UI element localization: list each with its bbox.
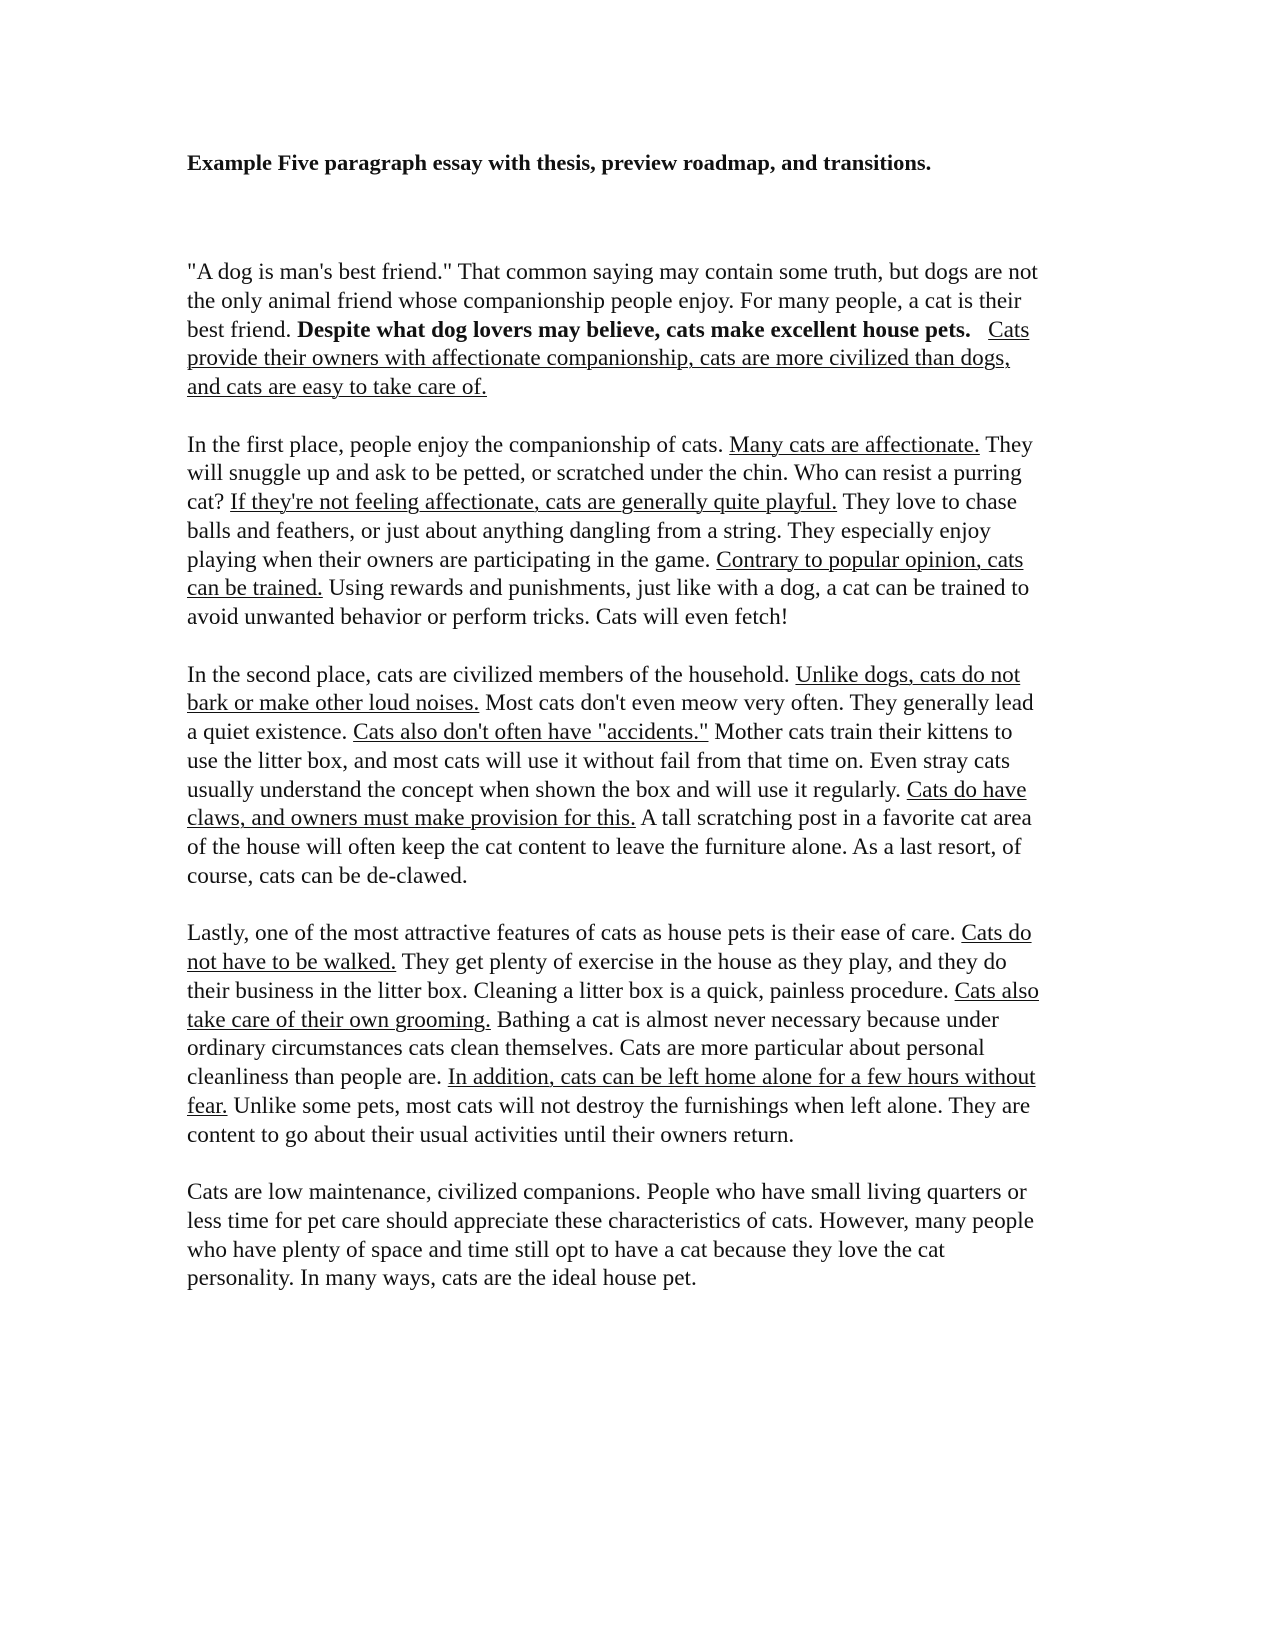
text-run: They get plenty of exercise in the house as they play, and they do their business in the litter box. Cleaning a litter box is a quick, painless procedure. bbox=[187, 949, 1007, 1004]
intro-paragraph bbox=[187, 258, 1047, 402]
supporting-point: Unlike dogs, cats do not bark or make other loud noises. bbox=[187, 661, 1021, 717]
text-run: Most cats don't even meow very often. They generally lead a quiet existence. bbox=[187, 690, 1034, 745]
supporting-point: In addition, cats can be left home alone for a few hours without fear. bbox=[187, 1064, 1036, 1119]
supporting-point: Cats also don't often have "accidents." bbox=[353, 719, 709, 745]
preview-roadmap: Cats provide their owners with affectionate companionship, cats are more civilized than dogs, and cats are easy to take care of. bbox=[187, 316, 1030, 400]
supporting-point: Contrary to popular opinion, cats can be trained. bbox=[187, 546, 1024, 602]
thesis-statement: Despite what dog lovers may believe, cats make excellent house pets. bbox=[297, 316, 971, 343]
text-run: Bathing a cat is almost never necessary because under ordinary circumstances cats clean themselves. Cats are more particular about personal cleanliness than people are. bbox=[187, 1006, 999, 1090]
essay-content bbox=[187, 148, 1047, 1293]
text-run bbox=[971, 317, 988, 343]
transition-sentence: Lastly, one of the most attractive features of cats as house pets is their ease of care. bbox=[187, 920, 962, 947]
supporting-point: Cats do have claws, and owners must make provision for this. bbox=[187, 776, 1027, 832]
text-run: A tall scratching post in a favorite cat area of the house will often keep the cat content to leave the furniture alone. As a last resort, of course, cats can be de-clawed. bbox=[187, 805, 1032, 889]
supporting-point: Cats do not have to be walked. bbox=[187, 920, 1032, 975]
text-run: Using rewards and punishments, just like with a dog, a cat can be trained to avoid unwanted behavior or perform tricks. Cats will even fetch! bbox=[187, 575, 1030, 630]
text-run: Unlike some pets, most cats will not destroy the furnishings when left alone. They are content to go about their usual activities until their owners return. bbox=[187, 1092, 1031, 1148]
transition-sentence: In the first place, people enjoy the companionship of cats. bbox=[187, 431, 730, 458]
supporting-point: Many cats are affectionate. bbox=[729, 431, 980, 458]
transition-sentence: In the second place, cats are civilized members of the household. bbox=[187, 661, 796, 688]
text-run: They will snuggle up and ask to be petted, or scratched under the chin. Who can resist a purring cat? bbox=[187, 431, 1033, 515]
body-paragraph-2 bbox=[187, 661, 1047, 891]
text-run: They love to chase balls and feathers, or just about anything dangling from a string. They especially enjoy playing when their owners are participating in the game. bbox=[187, 489, 1017, 573]
text-run: Mother cats train their kittens to use the litter box, and most cats will use it without fail from that time on. Even stray cats usually understand the concept when shown the box and will use it regularly. bbox=[187, 719, 1013, 803]
essay-title: Example Five paragraph essay with thesis, preview roadmap, and transitions. bbox=[187, 150, 932, 175]
body-paragraph-3 bbox=[187, 919, 1047, 1149]
supporting-point: If they're not feeling affectionate, cats are generally quite playful. bbox=[230, 489, 838, 515]
conclusion-paragraph bbox=[187, 1178, 1047, 1293]
text-run: "A dog is man's best friend." That common saying may contain some truth, but dogs are not the only animal friend whose companionship people enjoy. For many people, a cat is their best friend. bbox=[187, 259, 1038, 343]
body-paragraph-1 bbox=[187, 431, 1047, 632]
text-run: Cats are low maintenance, civilized companions. People who have small living quarters or less time for pet care should appreciate these characteristics of cats. However, many people who have plenty of space and time still opt to have a cat because they love the cat personality. In many ways, cats are the ideal house pet. bbox=[187, 1179, 1034, 1292]
supporting-point: Cats also take care of their own grooming. bbox=[187, 977, 1039, 1033]
